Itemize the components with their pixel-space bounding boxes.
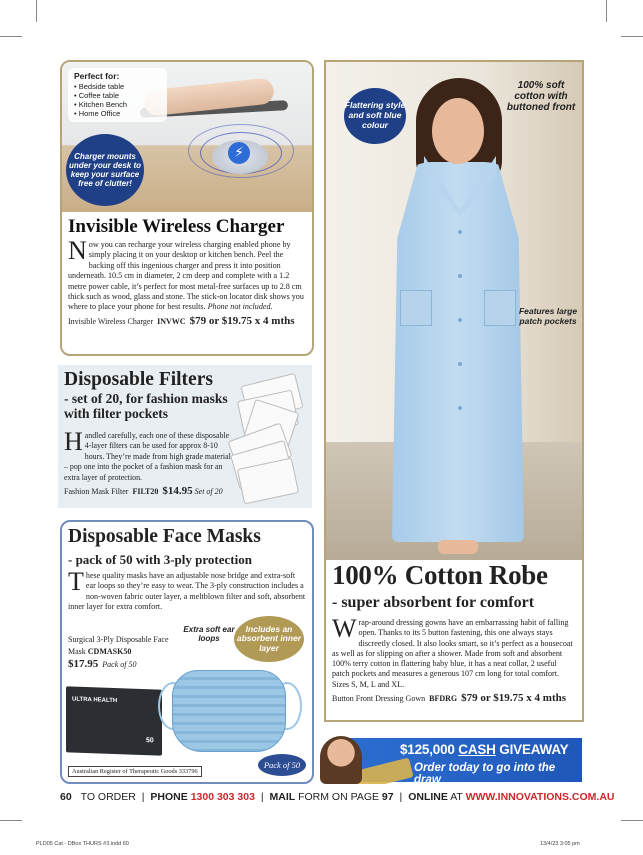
charger-body-text [68,236,308,313]
flattering-bubble [344,88,406,144]
robe-description [332,614,576,705]
masks-price: $17.95 [68,658,99,670]
masks-order-code: CDMASK50 [87,647,132,656]
inner-layer-text: Includes an absorbent inner layer [236,623,302,653]
charger-callout-text: Charger mounts under your desk to keep your surface free of clutter! [68,152,141,188]
mail-text: FORM ON PAGE [298,791,379,803]
mail-page: 97 [381,791,394,803]
filters-order-code: FILT20 [132,487,159,497]
crop-mark [36,0,37,22]
robe-image [392,162,524,542]
filters-subtitle: - set of 20, for fashion masks with filter pockets [64,391,228,421]
therapeutic-goods-register: Australian Register of Therapeutic Goods 333796 [68,766,202,777]
page-number: 60 [60,791,72,803]
charger-description [68,236,308,327]
robe-button [458,406,462,410]
inner-layer-bubble [234,616,304,662]
masks-order-name: Surgical 3-Ply Disposable Face Mask [68,635,169,656]
cash-giveaway-banner[interactable] [318,734,582,784]
online-label: ONLINE [408,791,448,803]
online-text: AT [450,791,463,803]
giveaway-amount: $125,000 [400,742,455,757]
charger-callout-bubble [66,134,144,206]
website-link[interactable]: WWW.INNOVATIONS.COM.AU [465,791,615,803]
crop-mark [621,36,643,37]
filters-order-note: Set of 20 [194,487,223,497]
masks-description [68,567,306,613]
flattering-text: Flattering style and soft blue colour [344,100,406,130]
masks-subtitle: - pack of 50 with 3-ply protection [68,552,252,567]
perfect-for-item: • Home Office [74,109,162,118]
face-mask-image [172,670,286,752]
wireless-charger-panel [60,60,314,356]
mask-box-count: 50 [146,737,154,745]
giveaway-cash: CASH [458,742,496,757]
filters-title: Disposable Filters [64,369,213,390]
model-feet [438,540,478,554]
ear-loops-note: Extra soft ear loops [183,625,235,643]
phone-number[interactable]: 1300 303 303 [190,791,255,803]
charger-title: Invisible Wireless Charger [68,216,285,237]
order-footer: 60 TO ORDER | PHONE 1300 303 303 | MAIL FORM ON PAGE 97 | ONLINE AT WWW.INNOVATIONS.COM.AU [60,791,615,803]
filters-description [64,427,234,498]
robe-photo-panel [324,60,584,562]
to-order-label: TO ORDER [80,791,136,803]
giveaway-woman-image [320,736,362,784]
masks-order-note: Pack of 50 [102,660,137,669]
robe-subtitle: - super absorbent for comfort [332,594,535,611]
robe-button [458,230,462,234]
charger-order-name: Invisible Wireless Charger [68,316,154,326]
print-slug-file: PLD05 Cat - DBox THURS #3.indd 60 [36,841,129,847]
robe-button [458,274,462,278]
perfect-for-box [68,68,167,122]
filters-body: Handled carefully, each one of these disposable 4-layer filters can be used for approx 8-10 hours. They’re made from high grade material – pop one into the pocket of a fashion mask for an extra layer of protection. [64,427,231,482]
perfect-for-item: • Kitchen Bench [74,100,162,109]
robe-button [458,318,462,322]
filters-image [226,375,310,499]
disposable-filters-panel [58,365,312,508]
mail-label: MAIL [269,791,296,803]
charger-price: $79 or $19.75 x 4 mths [189,314,295,327]
crop-mark [621,820,643,821]
masks-title: Disposable Face Masks [68,526,261,547]
filters-order-name: Fashion Mask Filter [64,487,129,497]
crop-mark [606,0,607,22]
pack-of-50-badge: Pack of 50 [258,754,306,776]
robe-price: $79 or $19.75 x 4 mths [461,692,567,705]
giveaway-word: GIVEAWAY [499,742,569,757]
filters-price: $14.95 [162,485,193,498]
lightning-bolt-icon: ⚡ [228,142,250,164]
perfect-for-item: • Coffee table [74,91,162,100]
charger-order-code: INVWC [157,316,186,326]
giveaway-cta: Order today to go into the draw [414,762,556,784]
face-masks-panel [60,520,314,784]
charger-order-line [68,316,308,327]
charger-body-note: Phone not included. [207,302,273,312]
masks-body: These quality masks have an adjustable nose bridge and extra-soft ear loops so they’re easy to wear. The 3-ply construction includes a non-woven fabric outer layer, a meltblown filter and soft, absorbent inner layer for extra comfort. [68,567,306,612]
model-face [432,98,484,164]
masks-order-line [68,634,176,671]
giveaway-headline [400,742,568,757]
cotton-note: 100% soft cotton with buttoned front [506,80,576,113]
perfect-for-title: Perfect for: [74,71,120,81]
robe-pocket [484,290,516,326]
crop-mark [0,36,22,37]
robe-pocket [400,290,432,326]
robe-title: 100% Cotton Robe [332,560,548,590]
charger-body: Now you can recharge your wireless charging enabled phone by simply placing it on your desktop or kitchen bench. Peel the backing off this ingenious charger and press it into position underneath. 10.5 cm in diameter, 2 cm deep and complete with a 1.2 metre power cable, it’s perfect for most metal-free surfaces up to 2.8 cm thick such as wood, glass and stone. The stick-on locator disk shows you where to place your phone for best results. [68,236,304,312]
robe-body: Wrap-around dressing gowns have an embarrassing habit of falling open. Thanks to its 5 button fastening, this one always stays discreetly closed. It also looks smart, so it’s perfect as a housecoat as well as for slipping on after a shower. Made from soft and absorbent 100% terry cotton in flattering baby blue, it has a neat collar, 2 useful patch pockets and measures a generous 107 cm long for total comfort. Sizes S, M, L and XL. [332,614,573,689]
robe-order-line [332,693,576,704]
phone-label: PHONE [150,791,188,803]
mask-box-image [66,686,162,755]
print-slug-date: 13/4/23 3:05 pm [540,841,580,847]
robe-order-code: BFDRG [429,694,458,704]
crop-mark [0,820,22,821]
filters-order-line [64,486,234,497]
perfect-for-item: • Bedside table [74,82,162,91]
robe-copy-panel [324,560,584,722]
robe-order-name: Button Front Dressing Gown [332,694,426,704]
pockets-note: Features large patch pockets [518,306,578,326]
robe-button [458,362,462,366]
mask-box-label: ULTRA HEALTH [72,696,118,705]
